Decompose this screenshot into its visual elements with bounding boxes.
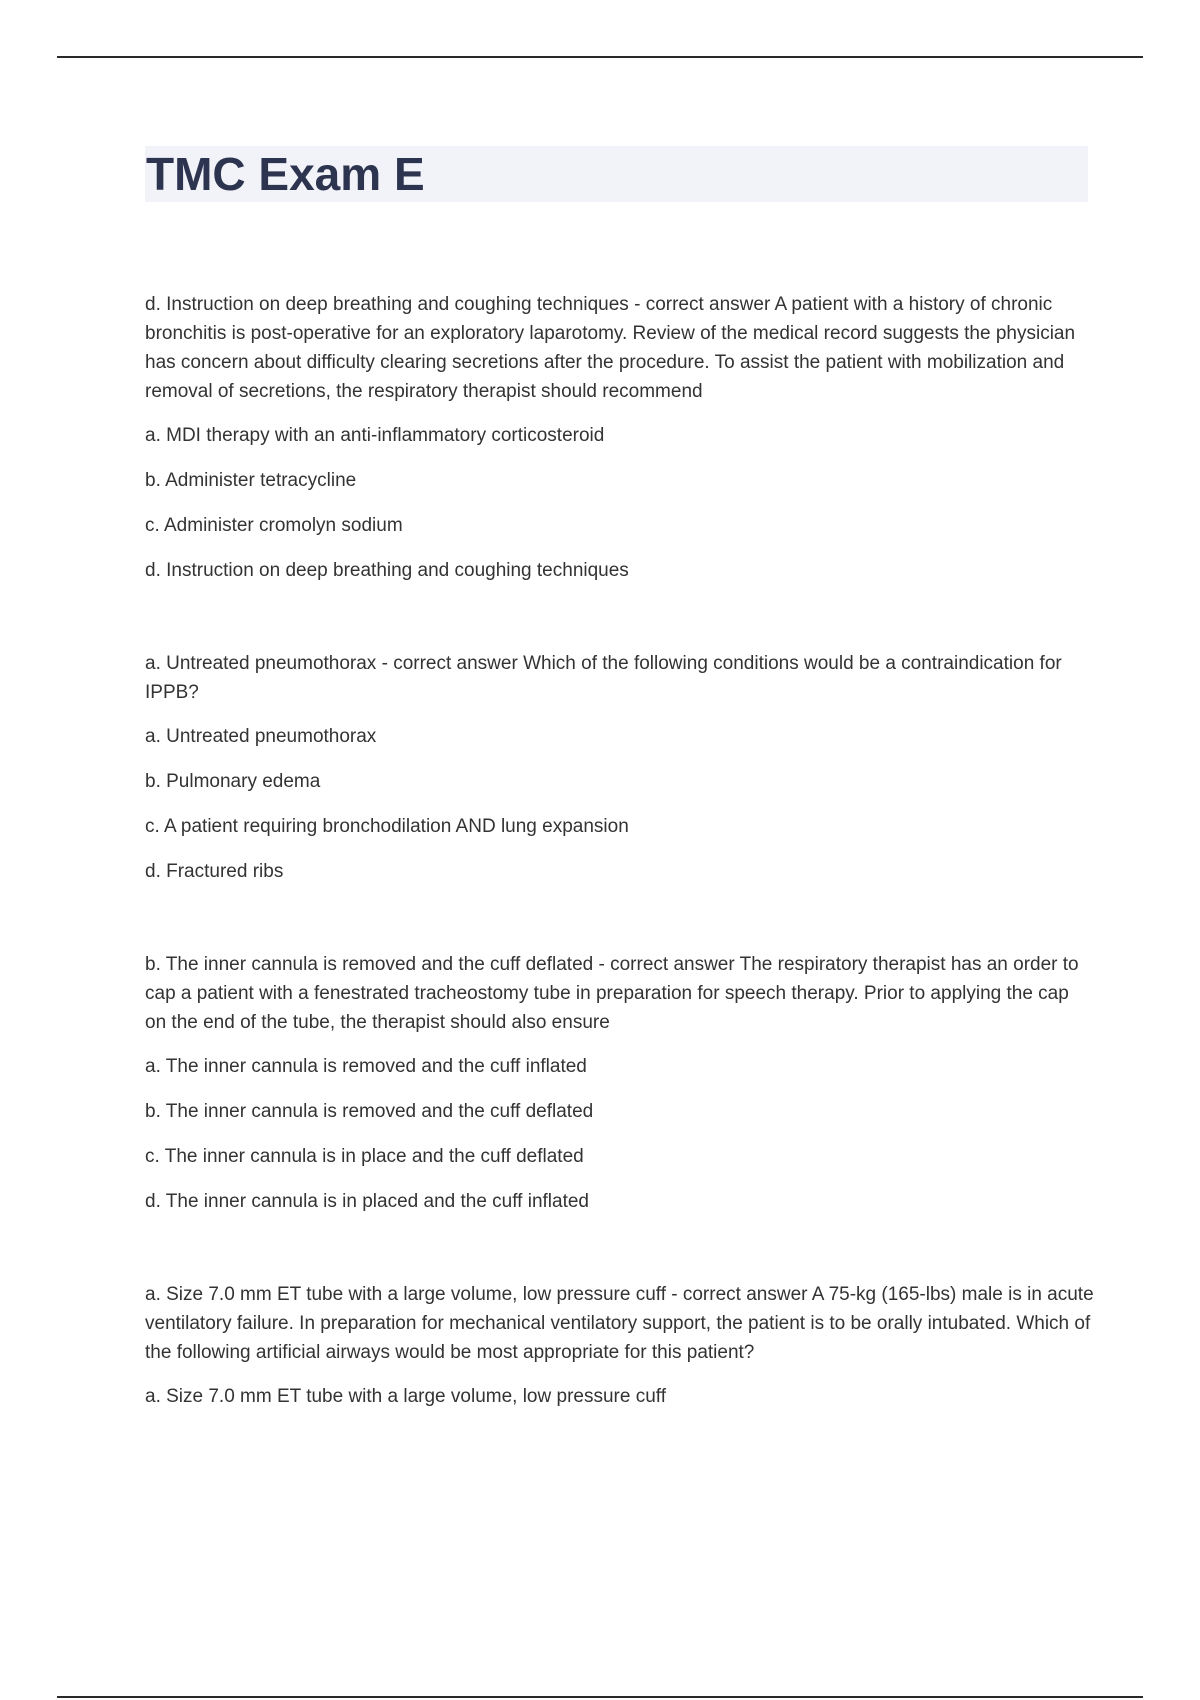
bottom-rule xyxy=(57,1696,1143,1698)
answer-option: a. MDI therapy with an anti-inflammatory corticosteroid xyxy=(145,425,605,446)
question-text: d. Instruction on deep breathing and coughing techniques - correct answer A patient with a history of chronic bronchitis is post-operative for an exploratory laparotomy. Review of the medical record suggests the physician has concern about difficulty clearing secretions after the procedure. To assist the patient with mobilization and removal of secretions, the respiratory therapist should recommend xyxy=(145,294,1076,402)
answer-option: d. Fractured ribs xyxy=(145,861,284,882)
question-block-2 xyxy=(145,649,1095,887)
question-block-3 xyxy=(145,950,1095,1217)
question-block-1 xyxy=(145,290,1095,586)
answer-option: b. Pulmonary edema xyxy=(145,771,321,792)
answer-option: c. Administer cromolyn sodium xyxy=(145,515,403,536)
page-title: TMC Exam E xyxy=(146,148,425,200)
answer-option: b. The inner cannula is removed and the cuff deflated xyxy=(145,1101,594,1122)
question-text: a. Size 7.0 mm ET tube with a large volume, low pressure cuff - correct answer A 75-kg (165-lbs) male is in acute ventilatory failure. In preparation for mechanical ventilatory support, the patient is to be orally intubated. Which of the following artificial airways would be most appropriate for this patient? xyxy=(145,1284,1094,1363)
answer-option: c. A patient requiring bronchodilation AND lung expansion xyxy=(145,816,629,837)
answer-option: b. Administer tetracycline xyxy=(145,470,357,491)
answer-option: d. The inner cannula is in placed and the cuff inflated xyxy=(145,1191,589,1212)
question-text: a. Untreated pneumothorax - correct answer Which of the following conditions would be a contraindication for IPPB? xyxy=(145,653,1062,703)
answer-option: d. Instruction on deep breathing and coughing techniques xyxy=(145,560,629,581)
question-block-4 xyxy=(145,1280,1095,1412)
top-rule xyxy=(57,56,1143,58)
answer-option: a. Untreated pneumothorax xyxy=(145,726,377,747)
answer-option: c. The inner cannula is in place and the cuff deflated xyxy=(145,1146,584,1167)
document-body xyxy=(145,290,1095,1475)
answer-option: a. Size 7.0 mm ET tube with a large volume, low pressure cuff xyxy=(145,1386,666,1407)
answer-option: a. The inner cannula is removed and the cuff inflated xyxy=(145,1056,587,1077)
question-text: b. The inner cannula is removed and the cuff deflated - correct answer The respiratory therapist has an order to cap a patient with a fenestrated tracheostomy tube in preparation for speech therapy. Prior to applying the cap on the end of the tube, the therapist should also ensure xyxy=(145,954,1079,1033)
